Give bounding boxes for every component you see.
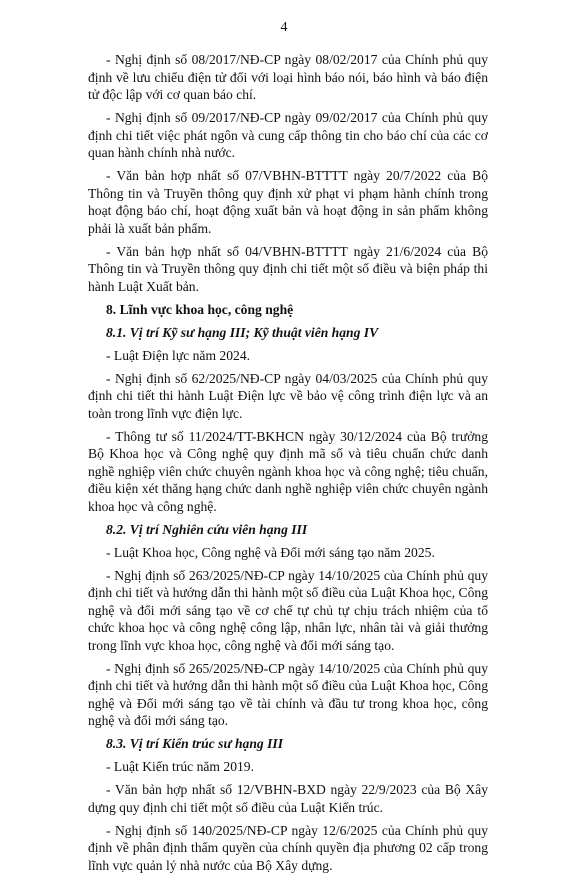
section-8-2-heading: 8.2. Vị trí Nghiên cứu viên hạng III bbox=[106, 521, 308, 537]
page-number: 4 bbox=[280, 20, 288, 35]
section-8-heading: 8. Lĩnh vực khoa học, công nghệ bbox=[106, 301, 294, 317]
decree-263-2025: - Nghị định số 263/2025/NĐ-CP ngày 14/10/2025 của Chính phủ quy định chi tiết và hướng dẫn thi hành một số điều của Luật Khoa học, Công nghệ và đổi mới sáng tạo về cơ chế tự chủ tự chịu trách nhiệm của tổ chức khoa học và công nghệ công lập, nhân lực, nhân tài và giải thưởng trong lĩnh vực khoa học, công nghệ và đổi mới sáng tạo. bbox=[88, 567, 488, 653]
law-electricity-2024: - Luật Điện lực năm 2024. bbox=[106, 347, 251, 363]
decree-265-2025: - Nghị định số 265/2025/NĐ-CP ngày 14/10/2025 của Chính phủ quy định chi tiết và hướng dẫn thi hành một số điều của Luật Khoa học, Công nghệ và Đổi mới sáng tạo về tài chính và đầu tư trong khoa học, công nghệ và đổi mới sáng tạo. bbox=[88, 660, 488, 728]
decree-140-2025: - Nghị định số 140/2025/NĐ-CP ngày 12/6/2025 của Chính phủ quy định về phân định thẩm quyền của chính quyền địa phương 02 cấp trong lĩnh vực quản lý nhà nước của Bộ Xây dựng. bbox=[88, 822, 488, 873]
consolidated-12-2023: - Văn bản hợp nhất số 12/VBHN-BXD ngày 22/9/2023 của Bộ Xây dựng quy định chi tiết một số điều của Luật Kiến trúc. bbox=[88, 782, 488, 815]
law-architecture-2019: - Luật Kiến trúc năm 2019. bbox=[106, 759, 254, 774]
document-body bbox=[88, 51, 488, 880]
circular-11-2024: - Thông tư số 11/2024/TT-BKHCN ngày 30/12/2024 của Bộ trưởng Bộ Khoa học và Công nghệ quy định mã số và tiêu chuẩn chức danh nghề nghiệp viên chức chuyên ngành khoa học và công nghệ; tiêu chuẩn, điều kiện xét thăng hạng chức danh nghề nghiệp viên chức chuyên ngành khoa học và công nghệ. bbox=[88, 428, 488, 514]
consolidated-07-2022: - Văn bản hợp nhất số 07/VBHN-BTTTT ngày 20/7/2022 của Bộ Thông tin và Truyền thông quy định xử phạt vi phạm hành chính trong hoạt động báo chí, hoạt động xuất bản và hoạt động in sản phẩm không phải là xuất bản phẩm. bbox=[88, 168, 488, 236]
decree-08-2017: - Nghị định số 08/2017/NĐ-CP ngày 08/02/2017 của Chính phủ quy định về lưu chiểu điện tử đối với loại hình báo nói, báo hình và báo điện tử độc lập với cơ quan báo chí. bbox=[88, 52, 488, 102]
decree-62-2025: - Nghị định số 62/2025/NĐ-CP ngày 04/03/2025 của Chính phủ quy định chi tiết thi hành Luật Điện lực về bảo vệ công trình điện lực và an toàn trong lĩnh vực điện lực. bbox=[88, 370, 488, 421]
decree-09-2017: - Nghị định số 09/2017/NĐ-CP ngày 09/02/2017 của Chính phủ quy định chi tiết việc phát ngôn và cung cấp thông tin cho báo chí của các cơ quan hành chính nhà nước. bbox=[88, 110, 488, 160]
section-8-3-heading: 8.3. Vị trí Kiến trúc sư hạng III bbox=[106, 736, 283, 751]
consolidated-04-2024: - Văn bản hợp nhất số 04/VBHN-BTTTT ngày 21/6/2024 của Bộ Thông tin và Truyền thông quy định chi tiết một số điều và biện pháp thi hành Luật Xuất bản. bbox=[88, 243, 488, 294]
law-science-2025: - Luật Khoa học, Công nghệ và Đổi mới sáng tạo năm 2025. bbox=[106, 544, 435, 560]
section-8-1-heading: 8.1. Vị trí Kỹ sư hạng III; Kỹ thuật viên hạng IV bbox=[106, 324, 379, 340]
